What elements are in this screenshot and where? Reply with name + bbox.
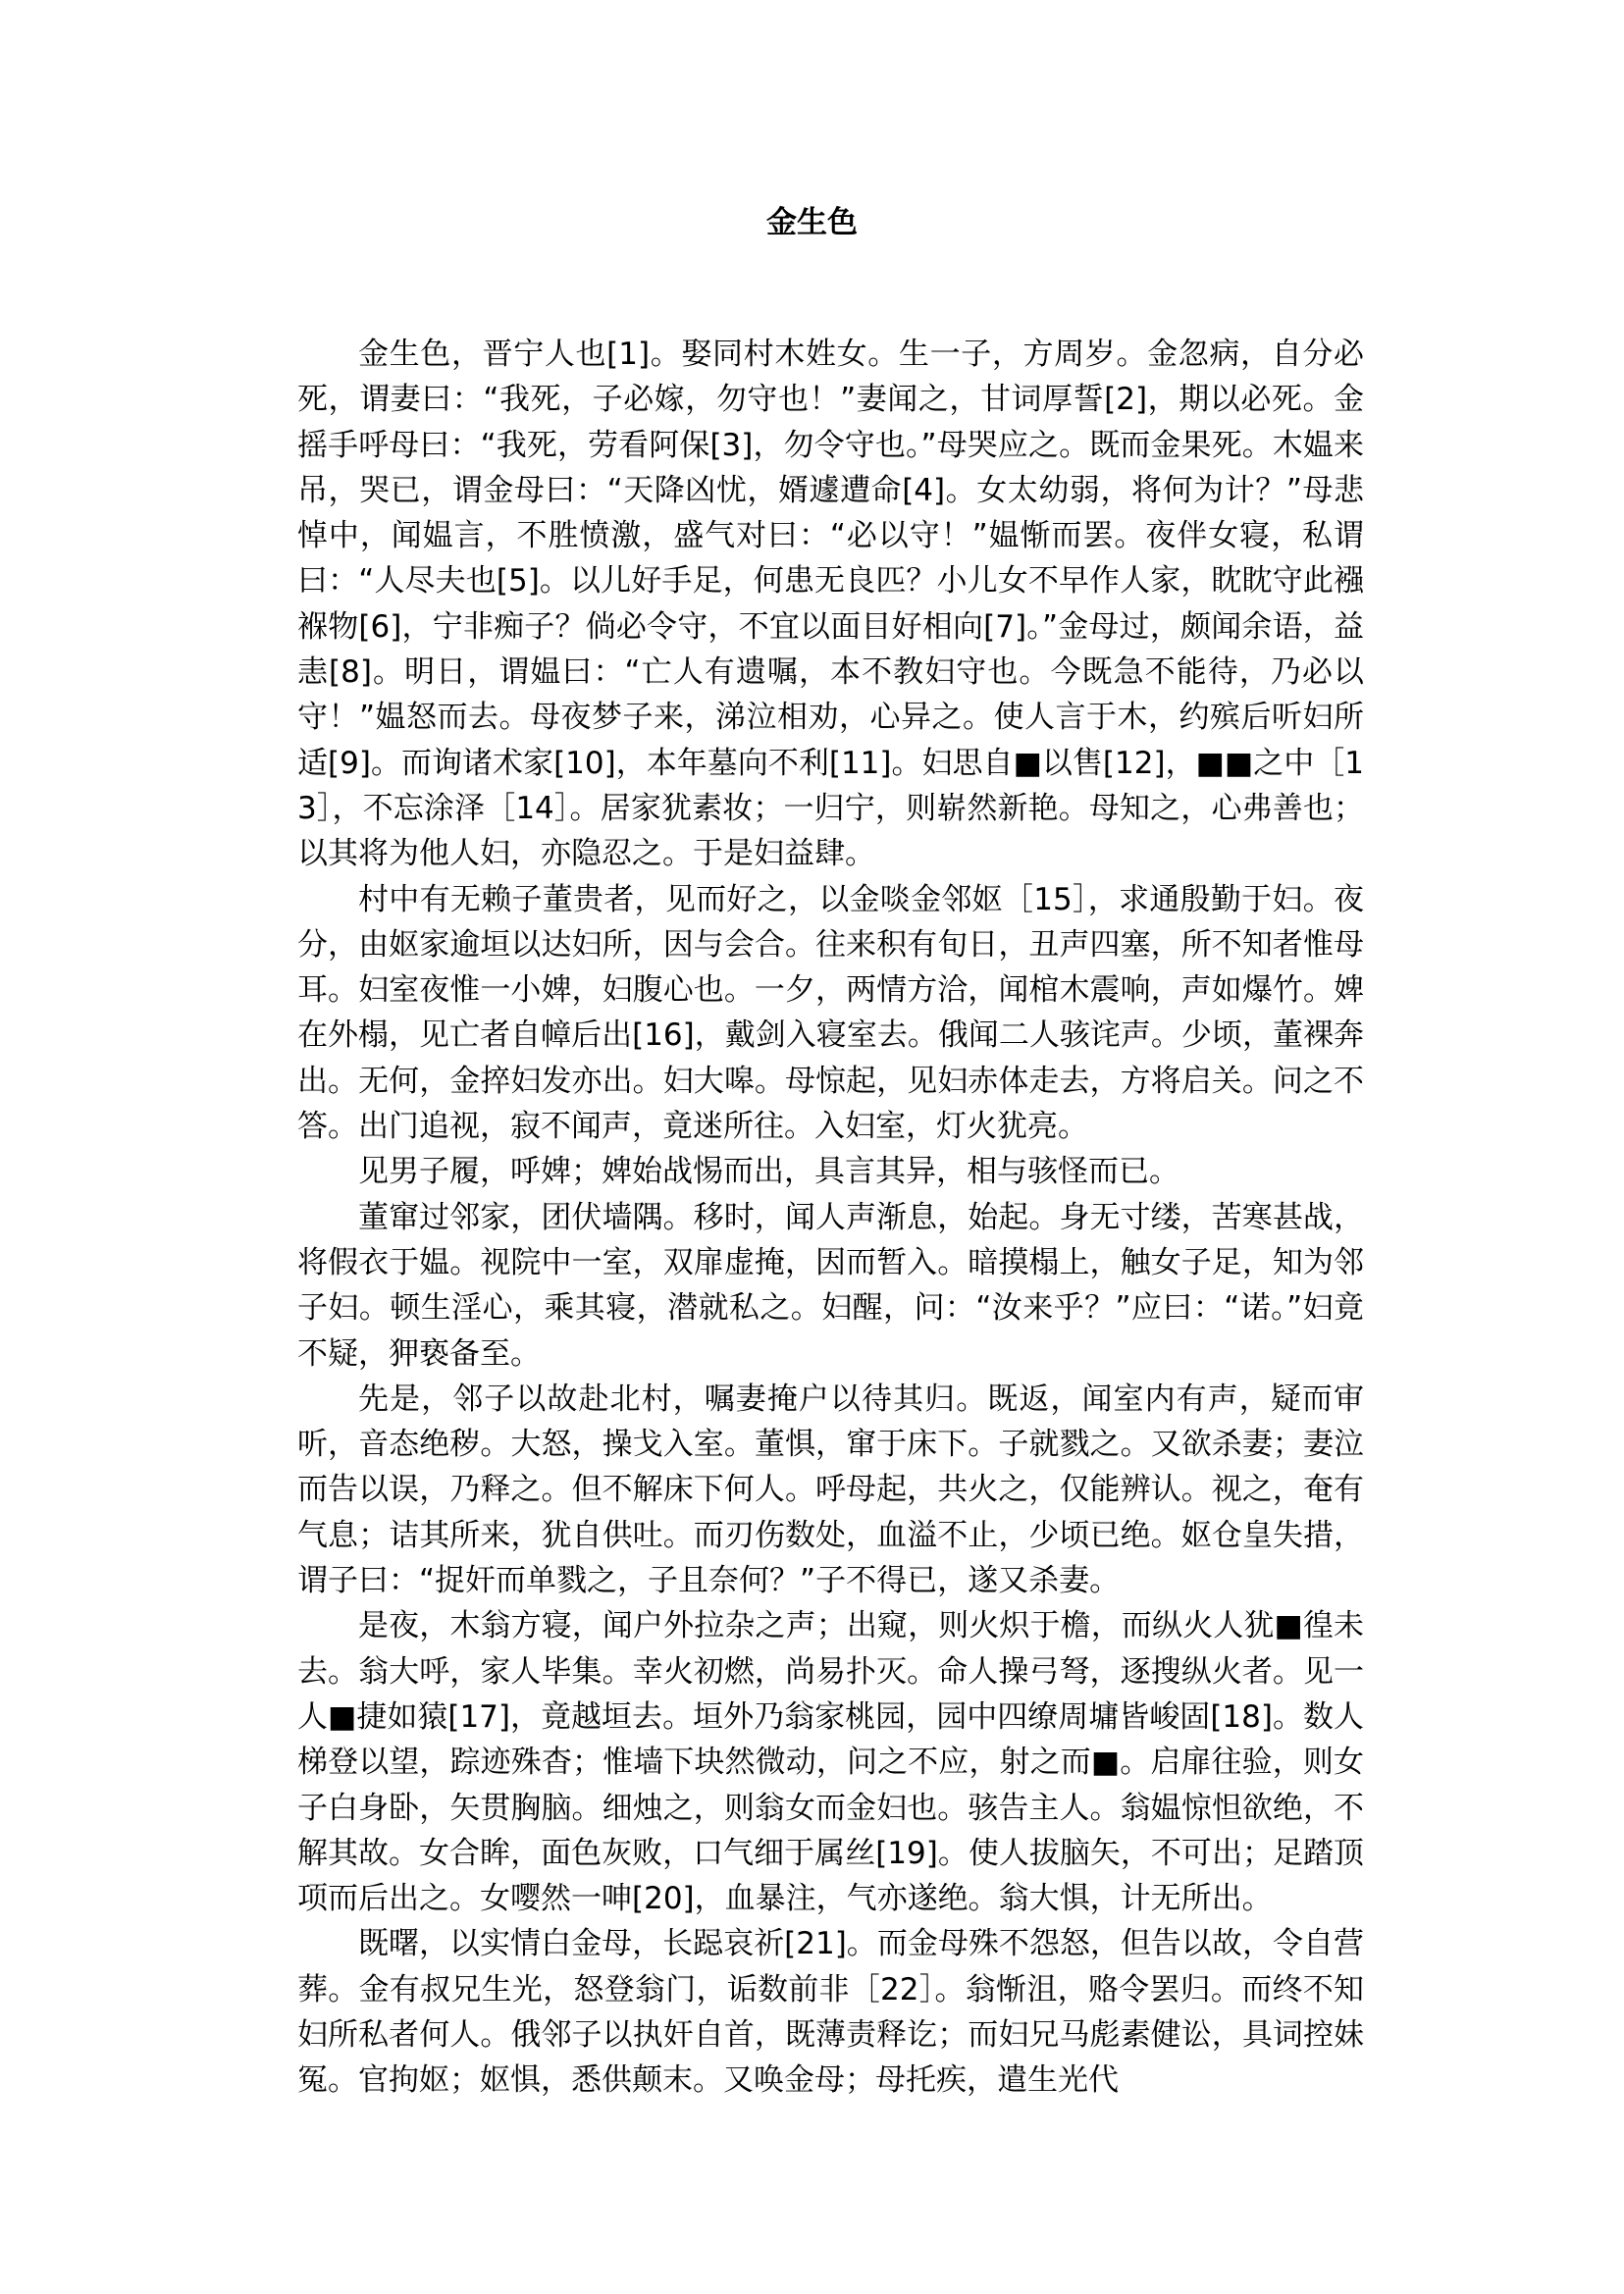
paragraph: 金生色，晋宁人也[1]。娶同村木姓女。生一子，方周岁。金忽病，自分必死，谓妻曰：“我死，子必嫁，勿守也！”妻闻之，甘词厚誓[2]，期以必死。金摇手呼母曰：“我死，劳看阿保[3]，勿令守也。”母哭应之。既而金果死。木媪来吊，哭已，谓金母曰：“天降凶忧，婿遽遭命[4]。女太幼弱，将何为计？”母悲悼中，闻媪言，不胜愤激，盛气对曰：“必以守！”媪惭而罢。夜伴女寝，私谓曰：“人尽夫也[5]。以儿好手足，何患无良匹？小儿女不早作人家，眈眈守此襁褓物[6]，宁非痴子？倘必令守，不宜以面目好相向[7]。”金母过，颇闻余语，益恚[8]。明日，谓媪曰：“亡人有遗嘱，本不教妇守也。今既急不能待，乃必以守！”媪怒而去。母夜梦子来，涕泣相劝，心异之。使人言于木，约殡后听妇所适[9]。而询诸术家[10]，本年墓向不利[11]。妇思自■以售[12]，■■之中［13］，不忘涂泽［14］。居家犹素妆；一归宁，则崭然新艳。母知之，心弗善也；以其将为他人妇，亦隐忍之。于是妇益肆。 xyxy=(297,337,1364,872)
paragraph: 董窜过邻家，团伏墙隅。移时，闻人声渐息，始起。身无寸缕，苦寒甚战，将假衣于媪。视院中一室，双扉虚掩，因而暂入。暗摸榻上，触女子足，知为邻子妇。顿生淫心，乘其寝，潜就私之。妇醒，问：“汝来乎？”应曰：“诺。”妇竟不疑，狎亵备至。 xyxy=(297,1199,1364,1372)
paragraph: 是夜，木翁方寝，闻户外拉杂之声；出窥，则火炽于檐，而纵火人犹■徨未去。翁大呼，家人毕集。幸火初燃，尚易扑灭。命人操弓弩，逐搜纵火者。见一人■捷如猿[17]，竟越垣去。垣外乃翁家桃园，园中四缭周墉皆峻固[18]。数人梯登以望，踪迹殊杳；惟墙下块然微动，问之不应，射之而■。启扉往验，则女子白身卧，矢贯胸脑。细烛之，则翁女而金妇也。骇告主人。翁媪惊怛欲绝，不解其故。女合眸，面色灰败，口气细于属丝[19]。使人拔脑矢，不可出；足踏顶项而后出之。女嘤然一呻[20]，血暴注，气亦遂绝。翁大惧，计无所出。 xyxy=(297,1608,1364,1917)
paragraph: 既曙，以实情白金母，长跽哀祈[21]。而金母殊不怨怒，但告以故，令自营葬。金有叔兄生光，怒登翁门，诟数前非［22］。翁惭沮，赂令罢归。而终不知妇所私者何人。俄邻子以执奸自首，既薄责释讫；而妇兄马彪素健讼，具词控妹冤。官拘妪；妪惧，悉供颠末。又唤金母；母托疾，遣生光代 xyxy=(297,1926,1364,2099)
paragraph: 先是，邻子以故赴北村，嘱妻掩户以待其归。既返，闻室内有声，疑而审听，音态绝秽。大怒，操戈入室。董惧，窜于床下。子就戮之。又欲杀妻；妻泣而告以误，乃释之。但不解床下何人。呼母起，共火之，仅能辨认。视之，奄有气息；诘其所来，犹自供吐。而刃伤数处，血溢不止，少顷已绝。妪仓皇失措，谓子曰：“捉奸而单戮之，子且奈何？”子不得已，遂又杀妻。 xyxy=(297,1381,1364,1599)
page-title: 金生色 xyxy=(766,205,858,240)
paragraph: 村中有无赖子董贵者，见而好之，以金啖金邻妪［15］，求通殷勤于妇。夜分，由妪家逾垣以达妇所，因与会合。往来积有旬日，丑声四塞，所不知者惟母耳。妇室夜惟一小婢，妇腹心也。一夕，两情方洽，闻棺木震响，声如爆竹。婢在外榻，见亡者自幛后出[16]，戴剑入寝室去。俄闻二人骇诧声。少顷，董裸奔出。无何，金捽妇发亦出。妇大嗥。母惊起，见妇赤体走去，方将启关。问之不答。出门追视，寂不闻声，竟迷所往。入妇室，灯火犹亮。 xyxy=(297,881,1364,1145)
body-text xyxy=(297,332,1364,2104)
paragraph: 见男子履，呼婢；婢始战惕而出，具言其异，相与骇怪而已。 xyxy=(358,1154,1179,1190)
